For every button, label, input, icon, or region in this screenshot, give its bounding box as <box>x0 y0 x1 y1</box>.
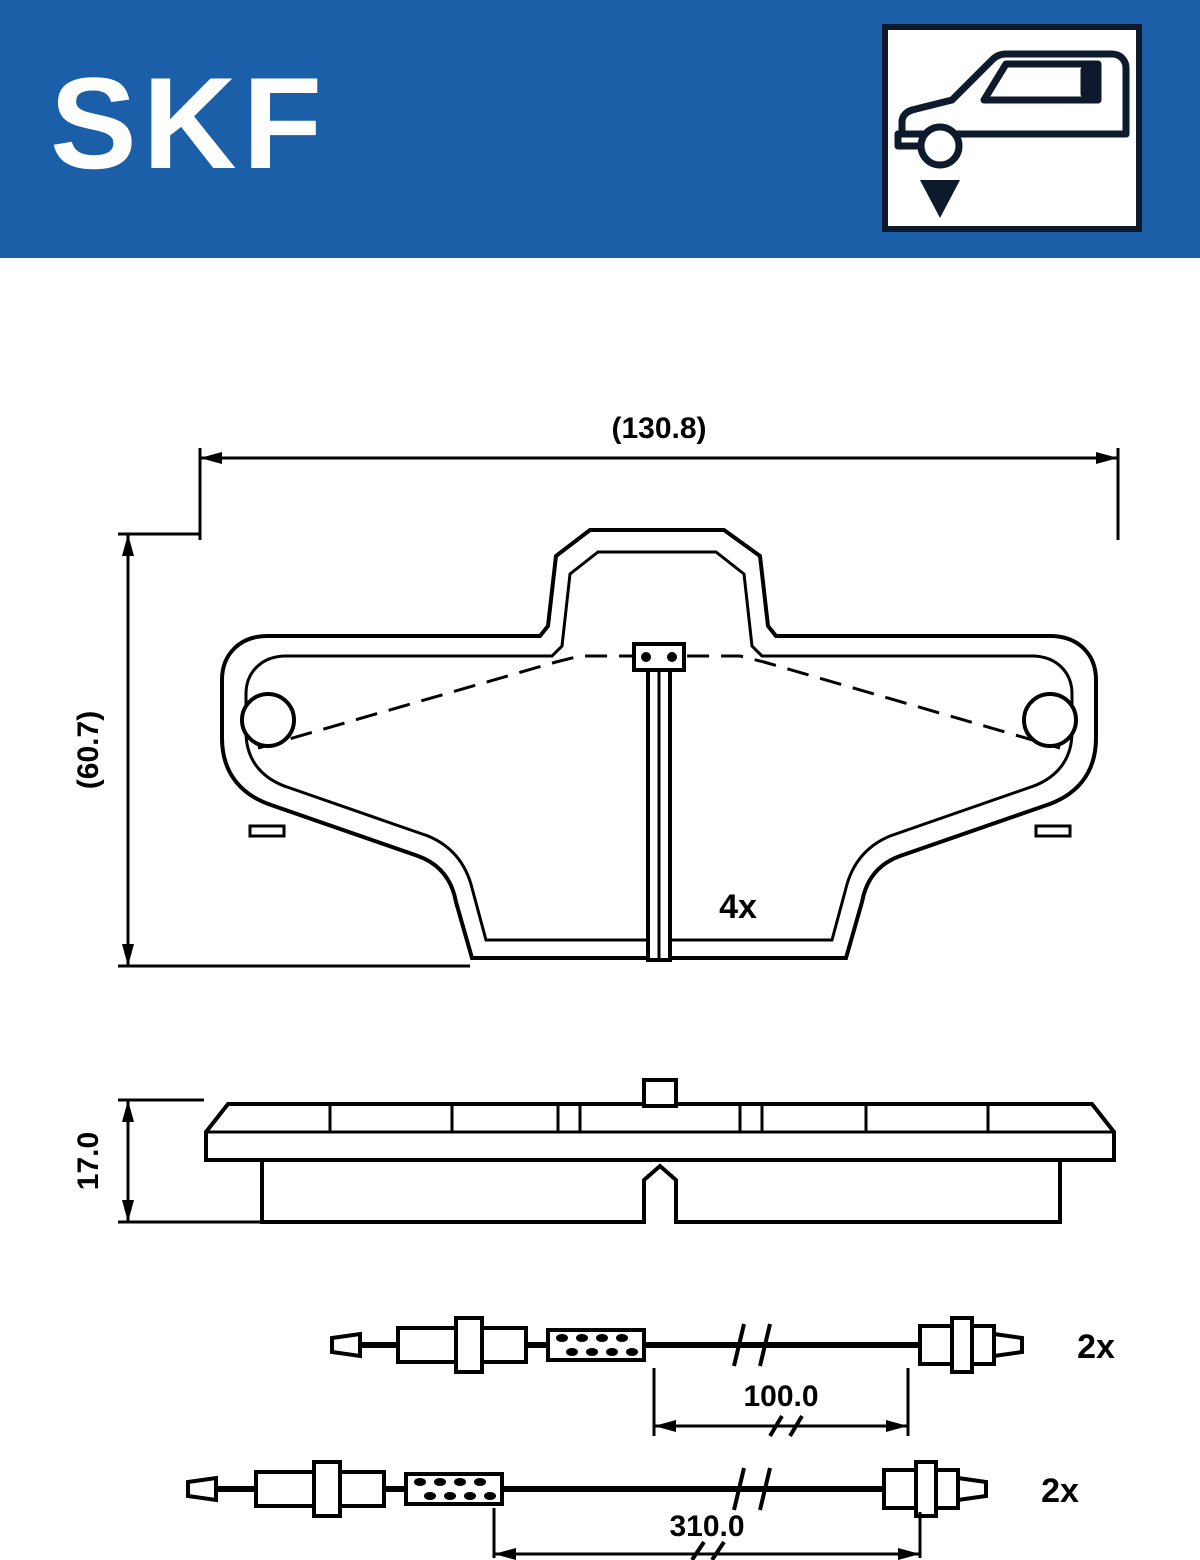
pad-hole-right <box>1024 694 1076 746</box>
sensor-2-length-label: 310.0 <box>669 1510 745 1543</box>
sensor-collar <box>314 1462 340 1516</box>
sensor-plug <box>958 1478 986 1500</box>
wear-sensor-2 <box>188 1462 1079 1560</box>
sensor-1-length-label: 100.0 <box>743 1380 819 1413</box>
technical-drawing <box>0 258 1200 1560</box>
pad-hole-left <box>242 694 294 746</box>
pad-width-label: (130.8) <box>611 412 707 445</box>
pad-tab-right <box>1036 826 1070 836</box>
sensor-1-quantity-label: 2x <box>1077 1328 1115 1366</box>
sensor-grip <box>406 1474 502 1504</box>
triangle-up-icon <box>920 180 960 218</box>
pad-front-view <box>72 412 1118 966</box>
sensor-collar <box>456 1318 482 1372</box>
axle-position-badge <box>882 24 1142 232</box>
front-wheel-icon <box>921 127 959 165</box>
car-front-axle-icon <box>888 30 1136 226</box>
width-dimension <box>200 448 1118 540</box>
pad-tab-left <box>250 826 284 836</box>
pad-thickness-label: 17.0 <box>72 1131 105 1191</box>
sensor-2-quantity-label: 2x <box>1041 1472 1079 1510</box>
side-sensor-boss <box>644 1080 676 1106</box>
sensor-grip <box>548 1330 644 1360</box>
sensor-tip-left <box>332 1334 360 1356</box>
sensor-tip-left <box>188 1478 216 1500</box>
pad-side-view <box>72 1080 1114 1222</box>
wear-sensor-1 <box>332 1318 1115 1436</box>
pad-quantity-label: 4x <box>719 888 757 926</box>
pad-height-label: (60.7) <box>72 710 105 790</box>
skf-logo: SKF <box>50 50 328 196</box>
brand-header <box>0 0 1200 258</box>
sensor-plug <box>994 1334 1022 1356</box>
side-backing-plate <box>262 1160 1060 1222</box>
